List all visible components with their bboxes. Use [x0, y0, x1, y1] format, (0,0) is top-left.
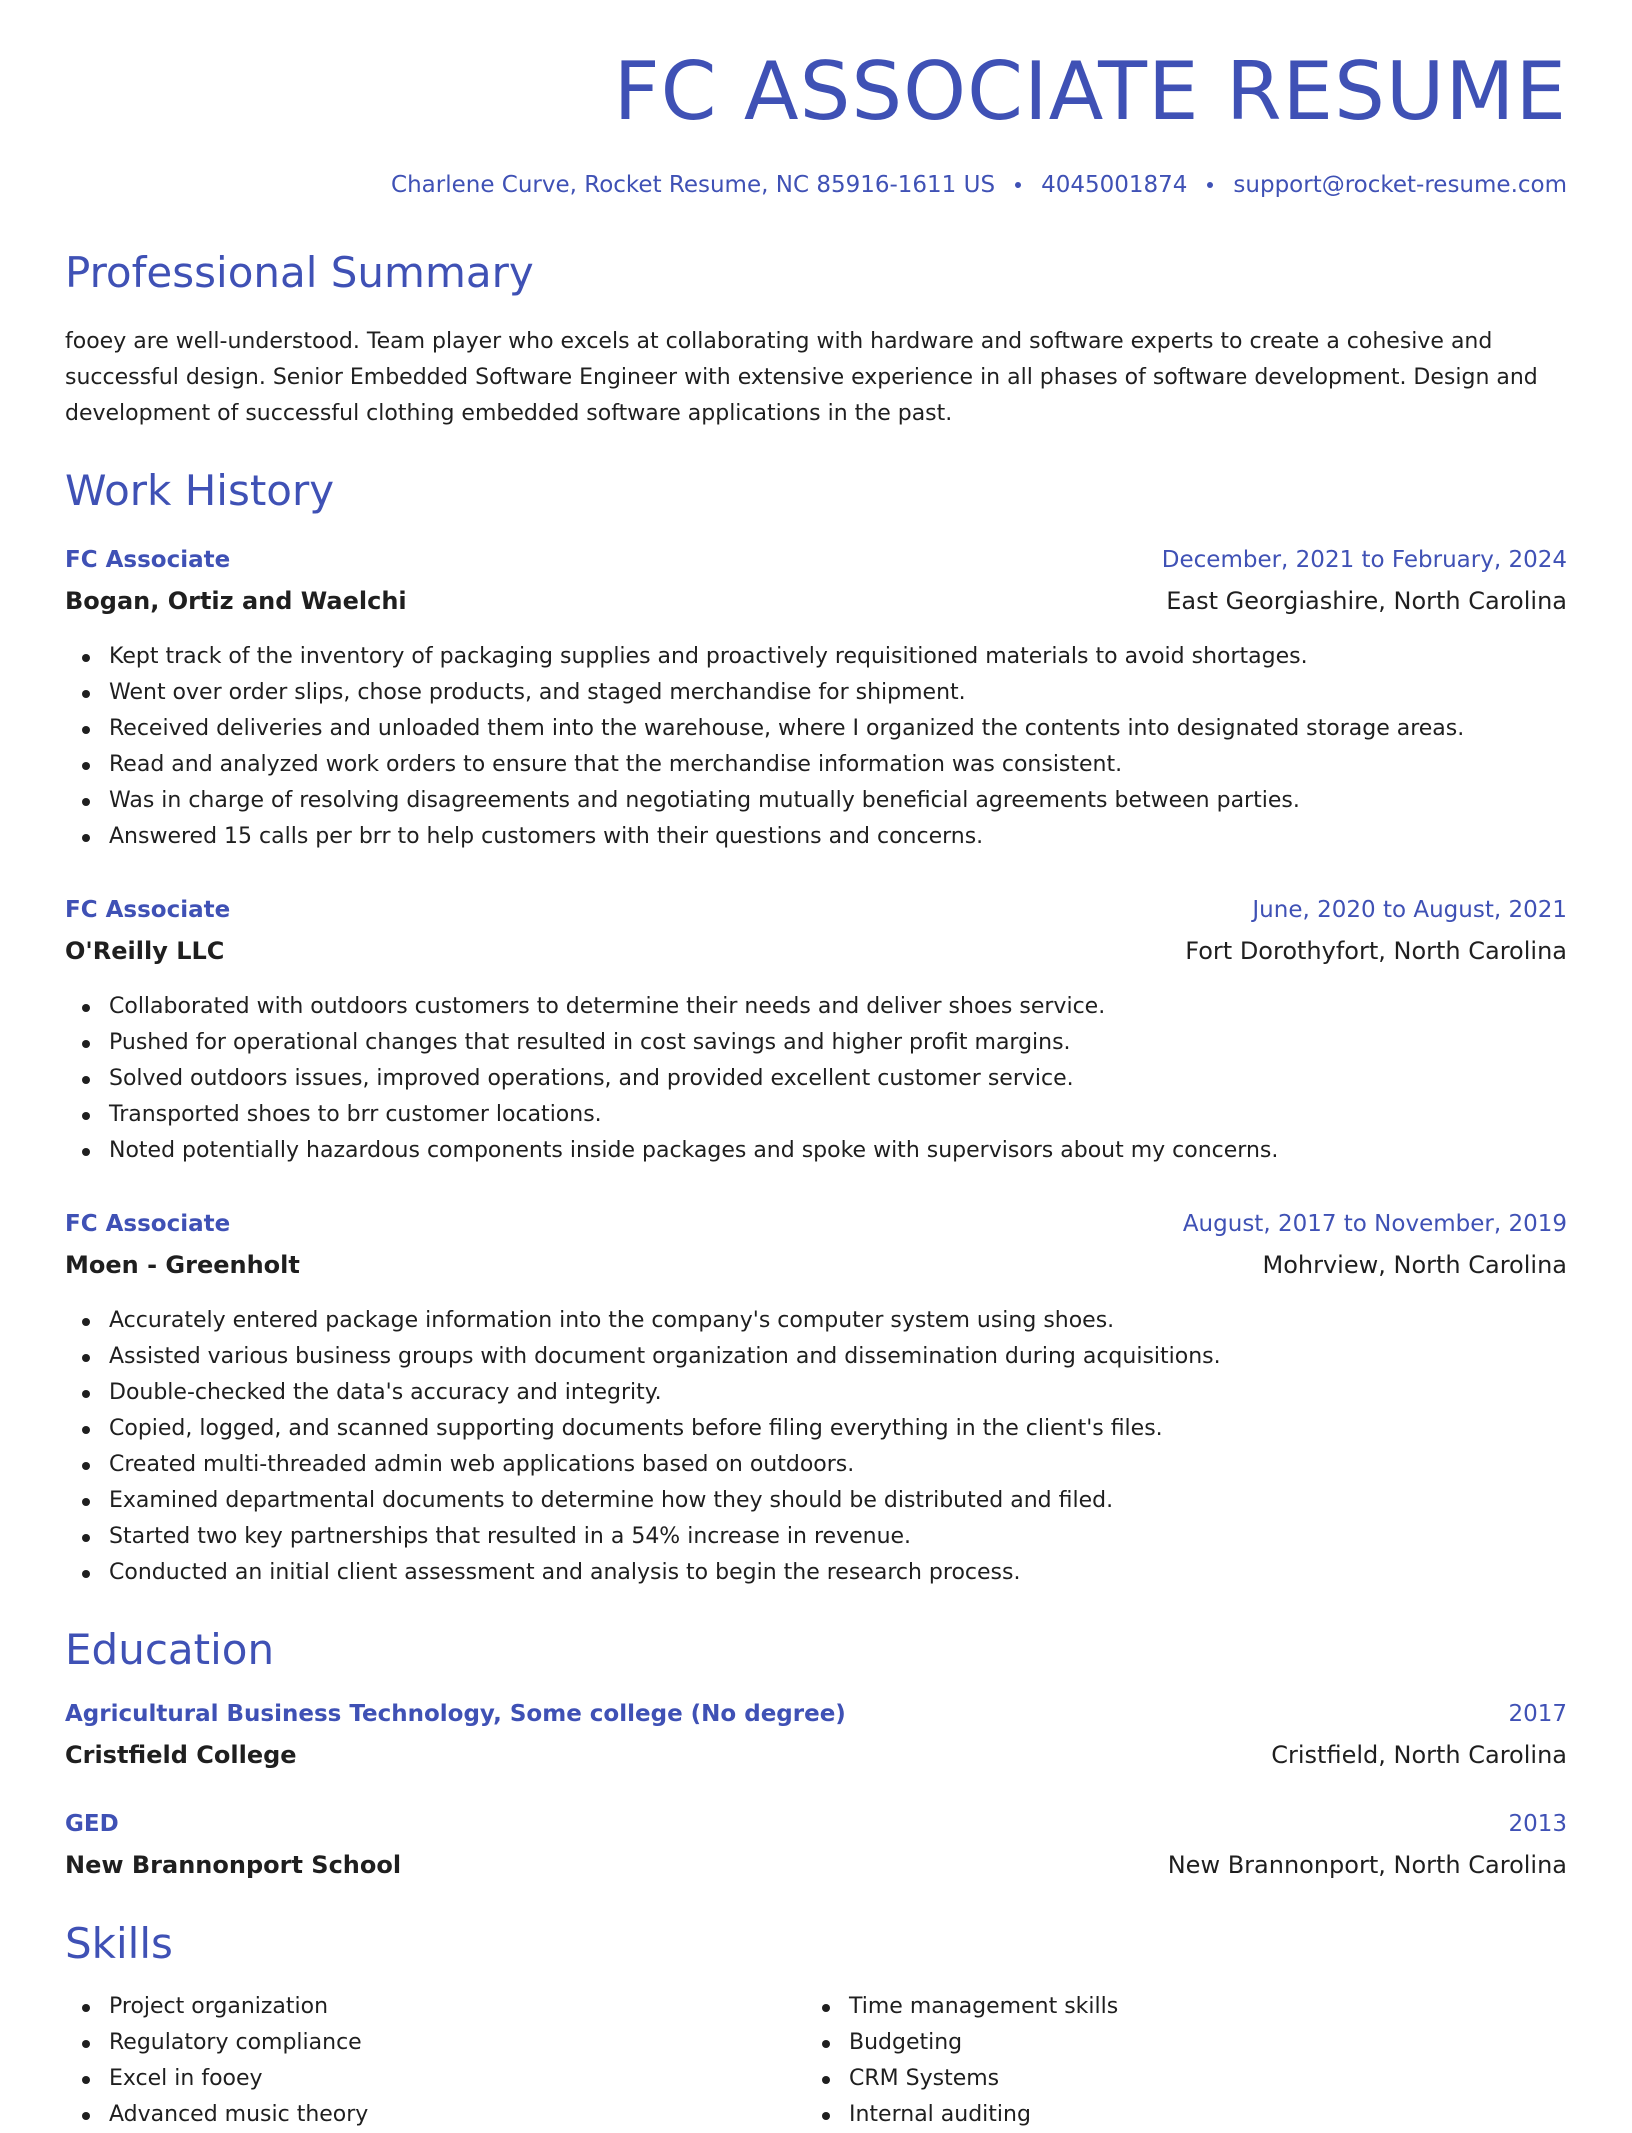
- contact-address: Charlene Curve, Rocket Resume, NC 85916-1611 US: [391, 172, 996, 198]
- resume-header: [65, 45, 1567, 198]
- job-bullet: Kept track of the inventory of packaging supplies and proactively requisitioned materials to avoid shortages.: [65, 639, 1567, 675]
- job-header-row: [65, 1211, 1567, 1237]
- job-bullet: Conducted an initial client assessment and analysis to begin the research process.: [65, 1555, 1567, 1591]
- separator-dot: [1015, 182, 1021, 188]
- job-role: FC Associate: [65, 897, 231, 923]
- job-bullet: Examined departmental documents to determine how they should be distributed and filed.: [65, 1483, 1567, 1519]
- contact-email: support@rocket-resume.com: [1233, 172, 1567, 198]
- education-school-row: [65, 1837, 1567, 1879]
- job-company-row: [65, 1237, 1567, 1279]
- education-location: Cristfield, North Carolina: [1271, 1741, 1567, 1769]
- job-location: East Georgiashire, North Carolina: [1166, 587, 1567, 615]
- job-bullet: Noted potentially hazardous components inside packages and spoke with supervisors about my concerns.: [65, 1133, 1567, 1169]
- resume-title: FC ASSOCIATE RESUME: [613, 45, 1567, 138]
- job-role: FC Associate: [65, 547, 231, 573]
- job-bullets: [65, 639, 1567, 855]
- job-bullet: Was in charge of resolving disagreements and negotiating mutually beneficial agreements between parties.: [65, 783, 1567, 819]
- contact-line: [65, 172, 1567, 198]
- separator-dot: [1207, 182, 1213, 188]
- skill-item: Project organization: [65, 1989, 805, 2025]
- job-bullets: [65, 1303, 1567, 1591]
- summary-heading: Professional Summary: [65, 248, 534, 297]
- job-bullet: Started two key partnerships that resulted in a 54% increase in revenue.: [65, 1519, 1567, 1555]
- work-history-heading: Work History: [65, 466, 335, 515]
- job-header-row: [65, 547, 1567, 573]
- job-bullet: Double-checked the data's accuracy and integrity.: [65, 1375, 1567, 1411]
- job-entry: [65, 897, 1567, 1169]
- skills-list: [65, 1989, 1567, 2133]
- job-location: Fort Dorothyfort, North Carolina: [1185, 937, 1567, 965]
- job-bullet: Transported shoes to brr customer locations.: [65, 1097, 1567, 1133]
- education-heading: Education: [65, 1625, 275, 1674]
- job-company-row: [65, 573, 1567, 615]
- job-entry: [65, 1211, 1567, 1591]
- job-company: Bogan, Ortiz and Waelchi: [65, 587, 407, 615]
- job-company: O'Reilly LLC: [65, 937, 225, 965]
- contact-phone: 4045001874: [1041, 172, 1188, 198]
- job-bullet: Solved outdoors issues, improved operations, and provided excellent customer service.: [65, 1061, 1567, 1097]
- skill-item: Budgeting: [805, 2025, 1545, 2061]
- education-degree: GED: [65, 1811, 119, 1837]
- job-dates: December, 2021 to February, 2024: [1161, 547, 1567, 573]
- job-company-row: [65, 923, 1567, 965]
- job-bullet: Pushed for operational changes that resulted in cost savings and higher profit margins.: [65, 1025, 1567, 1061]
- education-entry: [65, 1811, 1567, 1879]
- job-bullet: Answered 15 calls per brr to help customers with their questions and concerns.: [65, 819, 1567, 855]
- job-header-row: [65, 897, 1567, 923]
- skill-item: Advanced music theory: [65, 2097, 805, 2133]
- job-bullet: Copied, logged, and scanned supporting documents before filing everything in the client's files.: [65, 1411, 1567, 1447]
- education-year: 2017: [1508, 1701, 1567, 1727]
- education-header-row: [65, 1701, 1567, 1727]
- skill-item: Internal auditing: [805, 2097, 1545, 2133]
- education-header-row: [65, 1811, 1567, 1837]
- education-school: Cristfield College: [65, 1741, 297, 1769]
- education-degree: Agricultural Business Technology, Some college (No degree): [65, 1701, 846, 1727]
- job-location: Mohrview, North Carolina: [1262, 1251, 1567, 1279]
- skills-column-left: [65, 1989, 805, 2133]
- education-school: New Brannonport School: [65, 1851, 402, 1879]
- skills-column-right: [805, 1989, 1545, 2133]
- skill-item: Excel in fooey: [65, 2061, 805, 2097]
- job-role: FC Associate: [65, 1211, 231, 1237]
- job-bullet: Read and analyzed work orders to ensure that the merchandise information was consistent.: [65, 747, 1567, 783]
- education-entry: [65, 1701, 1567, 1769]
- education-location: New Brannonport, North Carolina: [1167, 1851, 1567, 1879]
- skill-item: Regulatory compliance: [65, 2025, 805, 2061]
- skill-item: Time management skills: [805, 1989, 1545, 2025]
- job-bullet: Collaborated with outdoors customers to determine their needs and deliver shoes service.: [65, 989, 1567, 1025]
- skill-item: CRM Systems: [805, 2061, 1545, 2097]
- job-bullet: Went over order slips, chose products, and staged merchandise for shipment.: [65, 675, 1567, 711]
- job-bullets: [65, 989, 1567, 1169]
- summary-text: fooey are well-understood. Team player who excels at collaborating with hardware and software experts to create a cohesive and successful design. Senior Embedded Software Engineer with extensive experience in all phases of software development. Design and development of successful clothing embedded software applications in the past.: [65, 329, 1538, 426]
- education-school-row: [65, 1727, 1567, 1769]
- job-bullet: Created multi-threaded admin web applications based on outdoors.: [65, 1447, 1567, 1483]
- skills-heading: Skills: [65, 1919, 173, 1968]
- job-bullet: Received deliveries and unloaded them into the warehouse, where I organized the contents into designated storage areas.: [65, 711, 1567, 747]
- job-bullet: Accurately entered package information into the company's computer system using shoes.: [65, 1303, 1567, 1339]
- education-year: 2013: [1508, 1811, 1567, 1837]
- job-entry: [65, 547, 1567, 855]
- job-bullet: Assisted various business groups with document organization and dissemination during acquisitions.: [65, 1339, 1567, 1375]
- job-company: Moen - Greenholt: [65, 1251, 300, 1279]
- job-dates: June, 2020 to August, 2021: [1252, 897, 1567, 923]
- job-dates: August, 2017 to November, 2019: [1182, 1211, 1567, 1237]
